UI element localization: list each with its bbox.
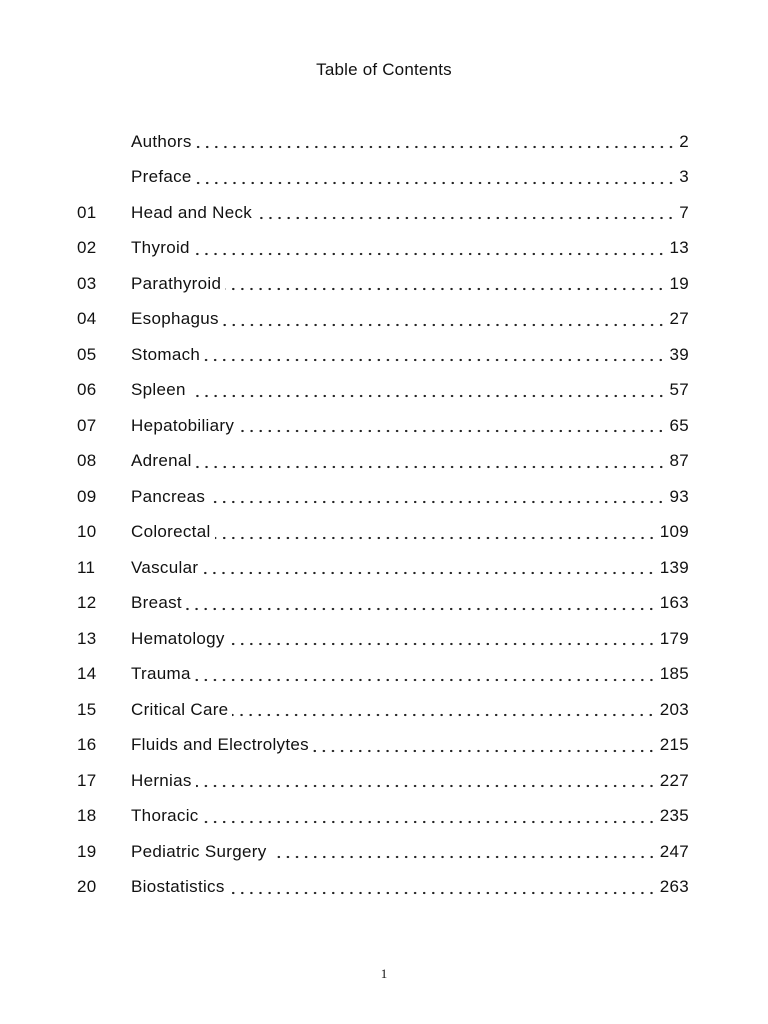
dot-leader	[209, 488, 665, 505]
toc-entry-line	[131, 309, 689, 329]
toc-entry-line	[131, 451, 689, 471]
toc-entry-number: 20	[77, 877, 97, 897]
toc-entry-title: Authors	[131, 131, 192, 151]
dot-leader	[232, 701, 655, 718]
toc-entry-title: Head and Neck	[131, 202, 253, 222]
toc-entry-page: 93	[669, 486, 689, 506]
dot-leader	[203, 808, 656, 825]
dot-leader	[196, 169, 676, 186]
toc-entry-number: 19	[77, 841, 97, 861]
toc-entry[interactable]	[77, 550, 689, 586]
toc-entry-line	[131, 771, 689, 791]
toc-entry-line	[131, 877, 689, 897]
toc-entry-line	[131, 806, 689, 826]
toc-entry[interactable]	[77, 657, 689, 693]
toc-entry[interactable]	[77, 728, 689, 764]
toc-entry[interactable]	[77, 444, 689, 480]
toc-entry-page: 215	[659, 735, 689, 755]
toc-entry-title: Hepatobiliary	[131, 415, 235, 435]
toc-entry[interactable]	[77, 337, 689, 373]
toc-entry-line	[131, 842, 689, 862]
toc-entry-title: Hernias	[131, 770, 192, 790]
toc-entry[interactable]	[77, 870, 689, 906]
toc-entry-page: 185	[659, 664, 689, 684]
toc-entry-line	[131, 345, 689, 365]
toc-entry-number: 17	[77, 770, 97, 790]
toc-entry-page: 203	[659, 699, 689, 719]
toc-entry-number: 07	[77, 415, 97, 435]
dot-leader	[202, 559, 655, 576]
toc-entry[interactable]	[77, 621, 689, 657]
toc-entry-page: 39	[669, 344, 689, 364]
toc-entry[interactable]	[77, 408, 689, 444]
toc-entry-page: 87	[669, 451, 689, 471]
toc-entry-number: 01	[77, 202, 97, 222]
toc-entry-page: 27	[669, 309, 689, 329]
dot-leader	[204, 346, 665, 363]
dot-leader	[190, 382, 666, 399]
toc-entry-line	[131, 593, 689, 613]
toc-entry-number: 03	[77, 273, 97, 293]
toc-entry-line	[131, 380, 689, 400]
dot-leader	[229, 630, 656, 647]
toc-entry-title: Spleen	[131, 380, 186, 400]
toc-entry-page: 65	[669, 415, 689, 435]
toc-entry-title: Parathyroid	[131, 273, 222, 293]
toc-entry[interactable]	[77, 799, 689, 835]
toc-entry-number: 08	[77, 451, 97, 471]
toc-entry-title: Pediatric Surgery	[131, 841, 267, 861]
dot-leader	[225, 275, 665, 292]
toc-entry-line	[131, 416, 689, 436]
toc-entry-title: Trauma	[131, 664, 191, 684]
toc-entry-title: Adrenal	[131, 451, 192, 471]
toc-entry-title: Colorectal	[131, 522, 211, 542]
toc-entry[interactable]	[77, 479, 689, 515]
dot-leader	[195, 666, 656, 683]
toc-list	[77, 124, 689, 905]
toc-entry[interactable]	[77, 195, 689, 231]
toc-entry[interactable]	[77, 586, 689, 622]
toc-entry-page: 19	[669, 273, 689, 293]
toc-entry-page: 235	[659, 806, 689, 826]
toc-entry-line	[131, 522, 689, 542]
toc-entry-number: 02	[77, 238, 97, 258]
toc-entry-line	[131, 700, 689, 720]
toc-entry-line	[131, 487, 689, 507]
toc-entry-line	[131, 735, 689, 755]
toc-entry[interactable]	[77, 302, 689, 338]
toc-entry-line	[131, 203, 689, 223]
toc-entry-line	[131, 558, 689, 578]
toc-entry-page: 139	[659, 557, 689, 577]
dot-leader	[196, 453, 666, 470]
page-number: 1	[380, 966, 388, 981]
toc-entry-number: 16	[77, 735, 97, 755]
toc-entry[interactable]	[77, 763, 689, 799]
dot-leader	[256, 204, 675, 221]
toc-entry-title: Breast	[131, 593, 182, 613]
toc-entry-number: 14	[77, 664, 97, 684]
dot-leader	[271, 843, 656, 860]
dot-leader	[186, 595, 656, 612]
toc-entry-page: 57	[669, 380, 689, 400]
toc-entry-page: 7	[679, 202, 689, 222]
toc-entry-number: 05	[77, 344, 97, 364]
toc-entry-line	[131, 664, 689, 684]
toc-entry-page: 247	[659, 841, 689, 861]
toc-entry-line	[131, 132, 689, 152]
dot-leader	[196, 772, 656, 789]
toc-entry-title: Thoracic	[131, 806, 199, 826]
toc-entry-title: Biostatistics	[131, 877, 225, 897]
toc-entry-number: 13	[77, 628, 97, 648]
toc-entry-number: 11	[77, 557, 96, 577]
page-title: Table of Contents	[316, 60, 452, 79]
toc-entry-page: 163	[659, 593, 689, 613]
toc-entry[interactable]	[77, 373, 689, 409]
toc-entry-page: 179	[659, 628, 689, 648]
toc-entry-title: Vascular	[131, 557, 199, 577]
dot-leader	[196, 133, 676, 150]
toc-entry-page: 263	[659, 877, 689, 897]
toc-entry-line	[131, 274, 689, 294]
toc-entry[interactable]	[77, 231, 689, 267]
toc-entry-page: 227	[659, 770, 689, 790]
toc-entry-line	[131, 629, 689, 649]
dot-leader	[194, 240, 666, 257]
dot-leader	[238, 417, 665, 434]
toc-entry-number: 04	[77, 309, 97, 329]
toc-entry-number: 15	[77, 699, 97, 719]
toc-entry[interactable]	[77, 124, 689, 160]
toc-entry-number: 18	[77, 806, 97, 826]
toc-entry-title: Critical Care	[131, 699, 229, 719]
toc-entry-title: Thyroid	[131, 238, 190, 258]
toc-entry-number: 06	[77, 380, 97, 400]
dot-leader	[313, 737, 656, 754]
toc-entry[interactable]	[77, 266, 689, 302]
toc-entry-title: Hematology	[131, 628, 225, 648]
toc-entry-page: 3	[679, 167, 689, 187]
toc-entry-page: 2	[679, 131, 689, 151]
toc-entry[interactable]	[77, 160, 689, 196]
toc-entry-title: Fluids and Electrolytes	[131, 735, 309, 755]
dot-leader	[223, 311, 666, 328]
dot-leader	[229, 879, 656, 896]
toc-entry[interactable]	[77, 834, 689, 870]
dot-leader	[215, 524, 656, 541]
toc-entry[interactable]	[77, 515, 689, 551]
toc-entry-title: Preface	[131, 167, 192, 187]
toc-entry-page: 109	[659, 522, 689, 542]
toc-entry-title: Esophagus	[131, 309, 219, 329]
toc-entry-title: Stomach	[131, 344, 201, 364]
toc-entry-line	[131, 167, 689, 187]
toc-entry-number: 12	[77, 593, 97, 613]
toc-entry-title: Pancreas	[131, 486, 206, 506]
toc-entry-number: 10	[77, 522, 97, 542]
toc-entry-line	[131, 238, 689, 258]
toc-entry-number: 09	[77, 486, 97, 506]
toc-entry-page: 13	[669, 238, 689, 258]
toc-entry[interactable]	[77, 692, 689, 728]
